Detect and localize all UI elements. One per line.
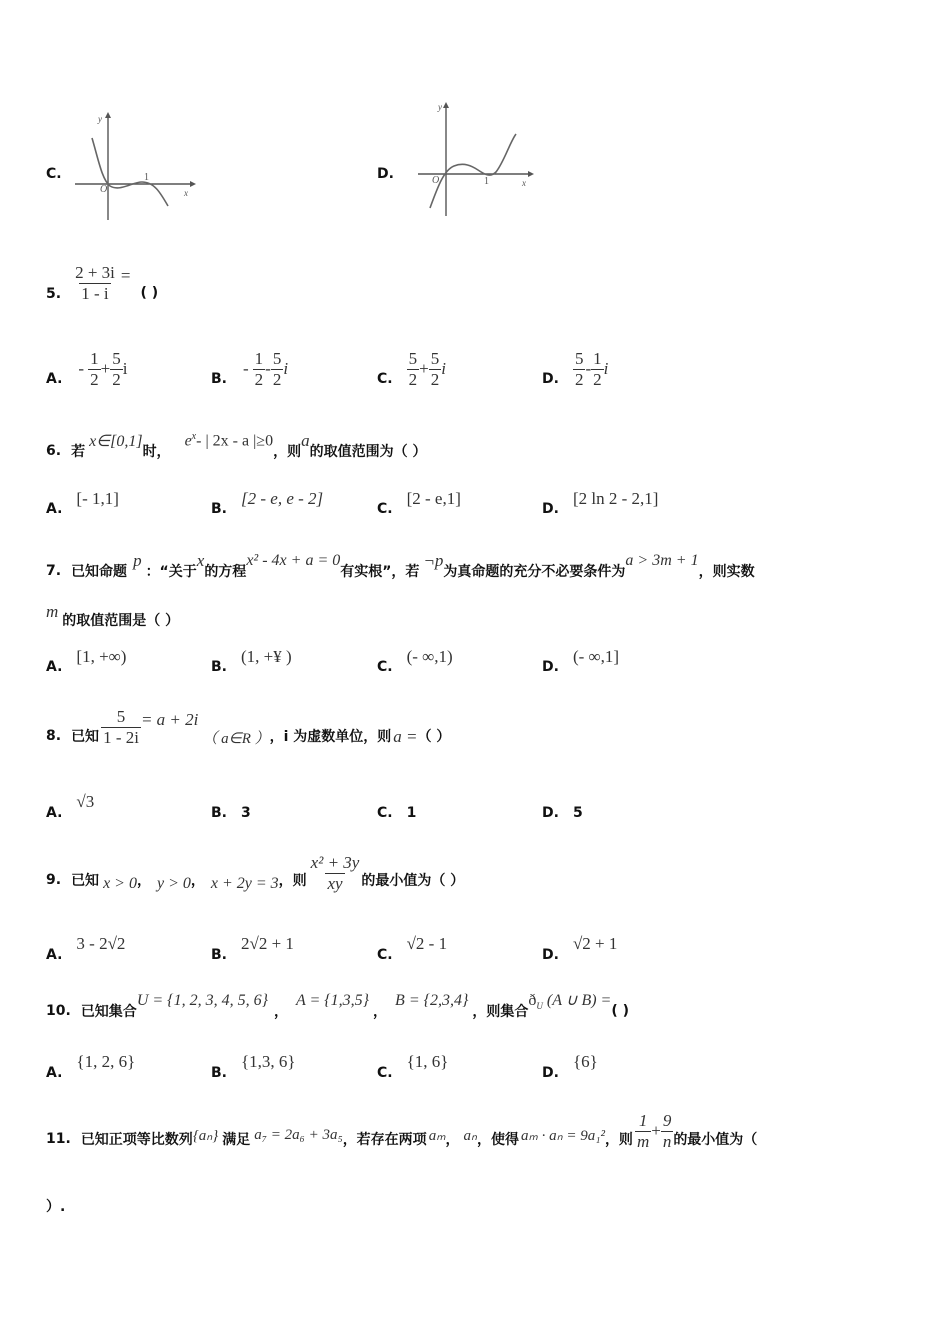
q9-option-A-value: 3 - 2√2 [76,934,126,953]
q11-text-6: 的最小值为（ [673,1132,758,1148]
q10-text-1: 已知集合 [80,1004,137,1020]
q11-a-n: aₙ [463,1127,478,1144]
q9-option-B-value: 2√2 + 1 [241,934,294,953]
q6-option-B-label: B. [211,501,227,517]
q8-option-A-value: √3 [76,792,95,811]
q8-option-C [377,788,416,822]
q8-denominator: 1 - 2i [103,727,139,747]
q10-option-D-label: D. [542,1065,559,1081]
q7-option-A-label: A. [46,659,63,675]
q8-condition: （ a∈R ） [202,730,270,747]
q5-D-op: - [585,359,592,378]
q5-B-f2n: 5 [272,348,282,368]
q9-text-3: 的最小值为（ ） [361,873,465,889]
q10-complement-symbol: ð [528,992,537,1010]
q8-option-B-label: B. [211,805,227,821]
q7-text-6: ，则实数 [698,564,755,580]
q9-option-A [46,928,125,964]
q11-f2-num: 9 [662,1110,672,1130]
q5-B-suffix: i [283,359,289,378]
q10-option-C-value: {1, 6} [406,1052,449,1071]
q5-option-C [377,346,446,392]
q7-option-C-value: (- ∞,1) [406,647,453,666]
question-7 [46,548,755,582]
q8-text-3: （ ） [417,729,451,745]
q7-option-D-value: (- ∞,1] [572,647,620,666]
graph-C-y-label: y [98,114,102,124]
q11-number: 11. [46,1131,71,1147]
q6-option-D-value: [2 ln 2 - 2,1] [572,489,659,508]
q7-not-p: ¬p [423,551,444,570]
q8-option-A [46,788,94,822]
q10-option-D [542,1046,598,1082]
q7-number: 7. [46,563,62,579]
q7-option-B-label: B. [211,659,227,675]
q10-option-D-value: {6} [572,1052,598,1071]
graph-D-x-label: x [522,178,526,188]
q7-m: m [46,602,59,621]
q6-option-C [377,484,461,518]
q6-option-B [211,484,323,518]
q9-option-B-label: B. [211,947,227,963]
question-9: 9. 已知 x > 0 ， y > 0 ， x + 2y = 3 ，则 $\frac{\text{x² + 3y}}{xy}$ 的最小值为（ ） [46,852,465,893]
q7-option-C-label: C. [377,659,393,675]
q7-option-A-value: [1, +∞) [76,647,127,666]
q8-number: 8. [46,728,62,744]
q9-cond-3: x + 2y = 3 [210,875,279,892]
q10-complement-sub: U [536,1001,543,1012]
q5-C-suffix: i [441,359,446,378]
q10-set-A: A = {1,3,5} [295,992,370,1009]
q8-option-A-label: A. [46,805,63,821]
q11-text-5: ，则 [604,1132,633,1148]
graph-C-origin: O [100,184,108,195]
option-D-label: D. [377,166,394,182]
q5-option-B-label: B. [211,371,227,387]
q10-set-B: B = {2,3,4} [395,992,469,1009]
q8-ask: a = [393,727,418,746]
q5-A-f1n: 1 [90,348,99,368]
q5-B-prefix: - [243,359,249,378]
question-5 [46,258,158,308]
q6-condition: x∈[0,1] [89,433,143,450]
q11-product: aₘ · aₙ = 9a₁² [521,1127,605,1144]
q5-fraction [73,263,117,303]
q10-option-A-label: A. [46,1065,63,1081]
q6-ineq-base: e [184,432,192,450]
q7-option-B [211,642,292,676]
q5-C-f1n: 5 [408,348,418,368]
q8-option-B-value: 3 [241,805,251,821]
q5-A-f2n: 5 [112,348,121,368]
q9-denominator: xy [327,873,343,893]
q11-tail: ）. [46,1199,66,1215]
q9-option-D [542,928,617,964]
q7-text-3: 的方程 [204,564,247,580]
q7-equation: x² - 4x + a = 0 [246,552,341,569]
q5-B-f2d: 2 [272,369,282,389]
q5-option-D-label: D. [542,371,559,387]
q6-number: 6. [46,443,62,459]
q9-text-2: ，则 [278,873,307,889]
q6-var: a [301,431,310,450]
q10-text-3: ( ) [611,1003,630,1019]
q11-relation: a₇ = 2a₆ + 3a₅ [254,1126,343,1143]
q5-option-A [46,346,127,392]
graph-C-tick: 1 [144,172,149,183]
q8-numerator: 5 [116,706,126,726]
q5-numerator: 2 + 3i [75,262,115,282]
q6-option-C-value: [2 - e,1] [406,489,461,508]
q11-a-m: aₘ [428,1127,446,1144]
q5-option-B [211,346,288,392]
option-C-label: C. [46,166,62,182]
q10-expression: (A ∪ B) = [546,992,612,1010]
q6-option-B-value: [2 - e, e - 2] [241,489,324,508]
q5-A-prefix: - [78,359,85,378]
graph-option-D [418,98,538,220]
q11-text-3: ，若存在两项 [342,1132,427,1148]
q5-D-f2d: 2 [593,369,602,389]
q7-option-C [377,642,453,676]
graph-D-origin: O [432,175,440,186]
q8-option-C-label: C. [377,805,393,821]
question-6 [46,428,426,462]
q11-f1-num: 1 [638,1110,648,1130]
question-10: 10. 已知集合 U = {1, 2, 3, 4, 5, 6} ， A = {1,3,5} ， B = {2,3,4} ，则集合 $ð_U$ (A ∪ B) = ( ) [46,992,630,1020]
q5-B-op: - [265,359,271,378]
q11-text-1: 已知正项等比数列 [80,1132,193,1148]
q6-text-2: 时， [142,444,171,460]
q11-text-4: ，使得 [477,1132,520,1148]
q9-option-C [377,928,447,964]
graph-C-x-label: x [184,188,188,198]
q11-plus: + [651,1121,661,1140]
q9-option-C-value: √2 - 1 [406,934,448,953]
q5-A-suffix: i [122,359,128,378]
q7-option-D-label: D. [542,659,559,675]
q7-x: x [196,551,205,570]
q5-A-f2d: 2 [112,369,121,389]
q6-options [46,484,119,518]
q10-option-B-value: {1,3, 6} [241,1052,296,1071]
q8-text-2: ，i 为虚数单位，则 [269,729,392,745]
q10-text-2: ，则集合 [472,1004,529,1020]
q7-option-A [46,642,126,676]
q5-B-f1d: 2 [254,369,264,389]
q5-C-op: + [419,359,429,378]
q10-option-C-label: C. [377,1065,393,1081]
q7-text-2: ：“关于 [145,564,197,580]
q8-fraction [101,707,141,747]
q10-number: 10. [46,1003,71,1019]
q9-option-B [211,928,294,964]
q9-option-A-label: A. [46,947,63,963]
q10-option-A-value: {1, 2, 6} [76,1052,136,1071]
q5-number: 5. [46,286,62,302]
q9-number: 9. [46,872,62,888]
q9-fraction [309,853,362,893]
q5-D-f1d: 2 [574,369,584,389]
q8-option-B [211,788,251,822]
q7-p: p [133,551,142,570]
q11-f2-den: n [662,1131,672,1151]
q5-denominator: 1 - i [81,283,109,303]
graph-D-y-label: y [438,102,442,112]
q5-B-f1n: 1 [254,348,264,368]
q8-rhs: = a + 2i [140,710,199,729]
q8-option-C-value: 1 [406,805,417,821]
q11-f1-den: m [636,1131,650,1151]
q9-option-D-label: D. [542,947,559,963]
question-8 [46,702,450,752]
q6-text-1: 若 [71,444,86,460]
question-7-line-2 [46,600,179,630]
q6-text-4: 的取值范围为（ ） [309,444,427,460]
q7-condition: a > 3m + 1 [625,552,699,569]
q6-option-D [542,484,658,518]
q6-ineq-sup: x [191,431,197,443]
q5-A-f1d: 2 [90,369,99,389]
q5-D-suffix: i [603,359,609,378]
q8-option-D-value: 5 [572,805,583,821]
q8-option-D-label: D. [542,805,559,821]
q6-option-A-value: [- 1,1] [76,489,119,508]
q9-numerator: x² + 3y [310,852,360,872]
q8-text-1: 已知 [71,729,100,745]
q6-option-D-label: D. [542,501,559,517]
q9-cond-2: y > 0 [156,875,191,892]
q7-text-5: 为真命题的充分不必要条件为 [443,564,626,580]
graph-option-C [70,108,200,223]
q6-ineq-rest: - | 2x - a |≥0 [196,432,274,450]
q7-text-7: 的取值范围是（ ） [62,613,180,629]
q5-C-f2n: 5 [430,348,440,368]
q5-paren: ( ) [140,285,159,301]
q10-option-A [46,1046,135,1082]
q5-A-op: + [100,359,111,378]
q5-option-D [542,346,608,392]
q10-option-B [211,1046,296,1082]
q7-option-B-value: (1, +¥ ) [241,647,292,666]
q11-sequence: {aₙ} [192,1127,219,1144]
q7-text-4: 有实根”，若 [340,564,420,580]
q10-option-B-label: B. [211,1065,227,1081]
q10-set-U: U = {1, 2, 3, 4, 5, 6} [136,992,268,1009]
q8-option-D [542,788,583,822]
q11-text-2: 满足 [222,1132,251,1148]
q5-C-f2d: 2 [430,369,440,389]
q9-text-1: 已知 [71,873,100,889]
q9-option-D-value: √2 + 1 [572,934,618,953]
q5-option-A-label: A. [46,371,63,387]
q6-text-3: ，则 [273,444,302,460]
q5-equals: = [120,266,131,285]
q10-option-C [377,1046,448,1082]
q5-D-f1n: 5 [574,348,584,368]
q9-option-C-label: C. [377,947,393,963]
q6-option-C-label: C. [377,501,393,517]
q6-option-A-label: A. [46,501,63,517]
question-11: 11. 已知正项等比数列 {aₙ} 满足 a₇ = 2a₆ + 3a₅ ，若存在两项 aₘ ， aₙ ，使得 aₘ · aₙ = 9a₁² ，则 $\frac{1}{m}$ + $\frac{9}{n}$ 的最小值为（ [46,1110,758,1151]
q5-option-C-label: C. [377,371,393,387]
q9-cond-1: x > 0 [103,875,137,892]
graph-D-tick: 1 [484,176,489,187]
q5-D-f2n: 1 [593,348,602,368]
q7-option-D [542,642,619,676]
q5-C-f1d: 2 [408,369,418,389]
q7-text-1: 已知命题 [71,564,128,580]
